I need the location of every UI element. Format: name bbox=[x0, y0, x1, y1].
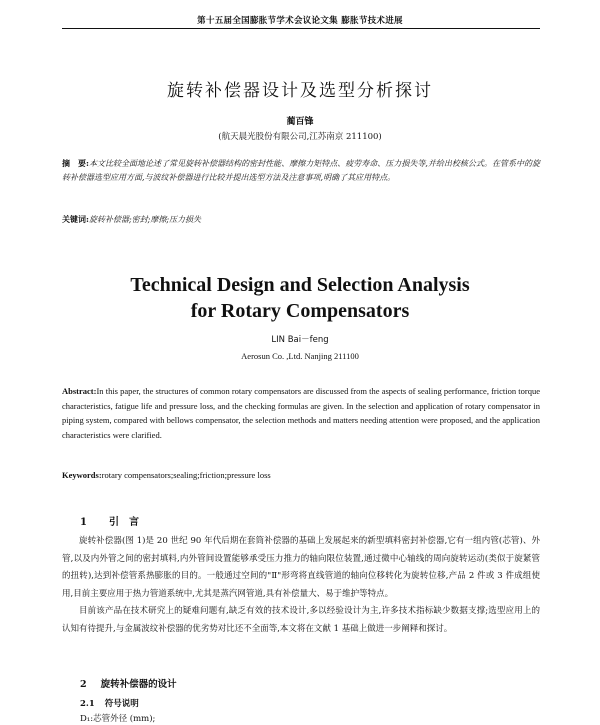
section-2-title: 旋转补偿器的设计 bbox=[100, 679, 177, 690]
affiliation-en: Aerosun Co. ,Ltd. Nanjing 211100 bbox=[241, 351, 359, 361]
title-en bbox=[0, 272, 600, 324]
header-rule bbox=[62, 28, 540, 29]
section-2-number: 2 bbox=[80, 679, 87, 690]
keywords-cn bbox=[62, 214, 540, 225]
abstract-cn-label: 摘 要: bbox=[62, 158, 89, 168]
author-cn: 蔺百锋 bbox=[286, 117, 314, 127]
title-cn: 旋转补偿器设计及选型分析探讨 bbox=[167, 81, 433, 101]
keywords-cn-label: 关键词: bbox=[62, 214, 89, 224]
section-1-title: 引 言 bbox=[108, 517, 139, 528]
keywords-en-text: rotary compensators;sealing;friction;pressure loss bbox=[101, 470, 271, 480]
keywords-cn-text: 旋转补偿器;密封;摩擦;压力损失 bbox=[88, 215, 202, 224]
section-1-heading bbox=[80, 513, 139, 528]
abstract-cn-text: 本文比较全面地论述了常见旋转补偿器结构的密封性能、摩擦力矩特点、疲劳寿命、压力损失等,并给出校核公式。在管系中的旋转补偿器选型应用方面,与波纹补偿器进行比较并提出选型方法及注意事项,明确了其应用特点。 bbox=[62, 159, 540, 182]
subsection-2-1-title: 符号说明 bbox=[104, 699, 139, 709]
subsection-2-1-number: 2.1 bbox=[80, 699, 95, 709]
title-en-line1: Technical Design and Selection Analysis bbox=[130, 274, 470, 296]
affiliation-cn: (航天晨光股份有限公司,江苏南京 211100) bbox=[218, 132, 382, 142]
title-en-line2: for Rotary Compensators bbox=[190, 300, 410, 322]
abstract-cn bbox=[62, 156, 540, 185]
author-en: LIN Bai－feng bbox=[271, 335, 329, 345]
paragraph: 目前该产品在技术研究上的疑难问题有,缺乏有效的技术设计,多以经验设计为主,许多技术指标缺少数据支撑;选型应用上的认知有待提升,与金属波纹补偿器的优劣势对比还不全面等,本文将在文献 1 基础上做进一步阐释和探讨。 bbox=[62, 606, 540, 634]
section-2-heading bbox=[80, 676, 177, 690]
running-header: 第十五届全国膨胀节学术会议论文集 膨胀节技术进展 bbox=[197, 16, 403, 26]
keywords-en-label: Keywords: bbox=[62, 470, 102, 480]
subsection-2-1-heading bbox=[80, 697, 139, 709]
section-1-number: 1 bbox=[80, 517, 87, 528]
keywords-en bbox=[62, 470, 540, 480]
abstract-en-text: In this paper, the structures of common rotary compensators are discussed from the aspects of sealing performance, friction torque characteristics, fatigue life and pressure loss, and the checking formulas are given. In the selection and application of rotary compensator in piping system, compared with bellows compensator, the selection methods and matters needing attention were proposed, and the application characteristics were clarified. bbox=[62, 386, 540, 440]
abstract-en bbox=[62, 384, 540, 442]
paragraph: 旋转补偿器(图 1)是 20 世纪 90 年代后期在套筒补偿器的基础上发展起来的新型填料密封补偿器,它有一组内管(芯管)、外管,以及内外管之间的密封填料,内外管间设置能够承受压力推力的轴向限位装置,通过微中心轴线的周向旋转运动(类似于旋紧管的扭转),达到补偿管系热膨胀的目的。一般通过空间的"Ⅱ"形弯将直线管道的轴向位移转化为旋转位移,产品 2 件或 3 件成组使用,目前主要应用于热力管道系统中,尤其是蒸汽网管道,具有补偿量大、易于维护等特点。 bbox=[62, 536, 540, 599]
abstract-en-label: Abstract: bbox=[62, 386, 97, 396]
symbol-definition: D₁:芯管外径 (mm); bbox=[80, 714, 156, 724]
section-1-body bbox=[62, 533, 540, 638]
